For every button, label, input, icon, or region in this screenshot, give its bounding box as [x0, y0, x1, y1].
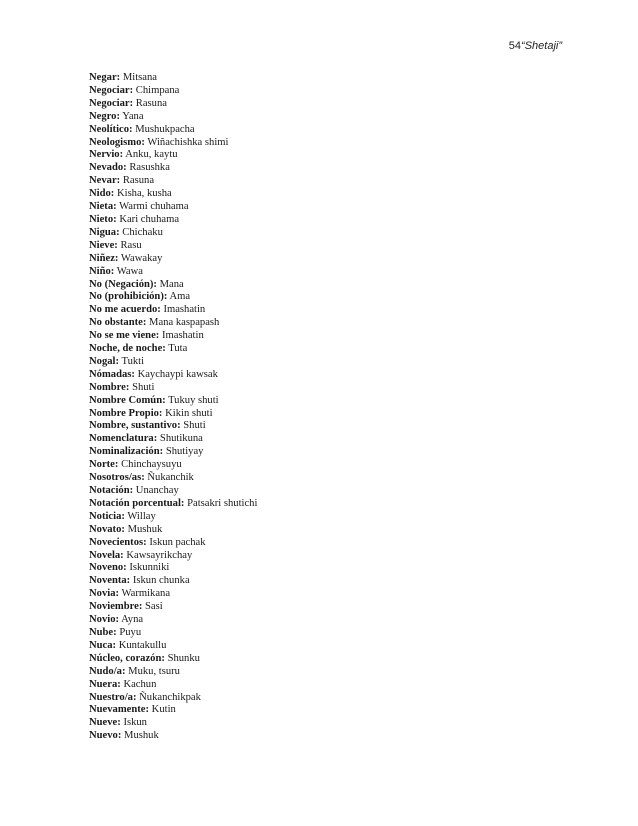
- entry-translation: Anku, kaytu: [125, 149, 178, 161]
- entry-translation: Chimpana: [135, 84, 180, 96]
- dictionary-entry: [89, 356, 569, 369]
- dictionary-entry: [89, 511, 569, 524]
- entry-translation: Mana kaspapash: [149, 317, 220, 329]
- entry-term: Nieta:: [89, 201, 117, 213]
- entry-term: Novio:: [89, 614, 120, 626]
- dictionary-entry: [89, 666, 569, 679]
- entry-translation: Tuta: [168, 343, 188, 355]
- dictionary-entry: [89, 524, 569, 537]
- entry-term: Novia:: [89, 588, 120, 600]
- entry-translation: Kawsayrikchay: [126, 549, 193, 561]
- dictionary-entry: [89, 588, 569, 601]
- dictionary-entry: [89, 679, 569, 692]
- entry-term: Niñez:: [89, 252, 119, 264]
- entry-term: Nieve:: [89, 239, 118, 251]
- entry-translation: Ñukanchik: [147, 472, 194, 484]
- entry-translation: Wawakay: [120, 252, 163, 264]
- entry-translation: Ama: [169, 291, 191, 303]
- entry-term: Nevado:: [89, 162, 127, 174]
- dictionary-entry: [89, 98, 569, 111]
- entry-translation: Kutin: [151, 704, 176, 716]
- dictionary-entry: [89, 537, 569, 550]
- dictionary-entry: [89, 85, 569, 98]
- entry-term: Nuca:: [89, 639, 117, 651]
- entry-translation: Mushuk: [127, 523, 163, 535]
- entry-translation: Wawa: [116, 265, 143, 277]
- dictionary-entry: [89, 730, 569, 743]
- entry-translation: Kari chuhama: [119, 213, 180, 225]
- entry-term: No (Negación):: [89, 278, 157, 290]
- entry-term: Negociar:: [89, 97, 134, 109]
- entry-translation: Puyu: [119, 626, 142, 638]
- entry-term: Norte:: [89, 459, 119, 471]
- entry-translation: Mitsana: [122, 72, 157, 83]
- entry-term: Nevar:: [89, 175, 121, 187]
- entry-term: Notación:: [89, 485, 134, 496]
- dictionary-entry: [89, 240, 569, 253]
- dictionary-entry: [89, 266, 569, 279]
- dictionary-entry: [89, 692, 569, 705]
- entry-translation: Kachun: [123, 678, 157, 690]
- entry-term: Negar:: [89, 72, 121, 83]
- dictionary-entry: [89, 498, 569, 511]
- dictionary-entry: [89, 550, 569, 563]
- entry-term: Nogal:: [89, 355, 120, 367]
- dictionary-entry: [89, 704, 569, 717]
- entry-term: Nosotros/as:: [89, 472, 145, 484]
- entry-translation: Iskunniki: [129, 562, 170, 574]
- entry-translation: Imashatin: [161, 330, 204, 342]
- entry-term: No obstante:: [89, 317, 147, 329]
- dictionary-entry: [89, 627, 569, 640]
- entry-translation: Yana: [122, 110, 144, 122]
- entry-translation: Tukuy shuti: [168, 394, 219, 406]
- dictionary-entry: [89, 162, 569, 175]
- entry-term: No (prohibición):: [89, 291, 168, 303]
- dictionary-entry: [89, 653, 569, 666]
- dictionary-entries: [89, 72, 569, 743]
- entry-translation: Tukti: [121, 355, 145, 367]
- entry-term: Nervio:: [89, 149, 124, 161]
- entry-translation: Imashatin: [163, 304, 206, 316]
- page-header: [509, 40, 562, 52]
- dictionary-entry: [89, 717, 569, 730]
- dictionary-entry: [89, 408, 569, 421]
- entry-term: No me acuerdo:: [89, 304, 161, 316]
- entry-term: Nominalización:: [89, 446, 164, 458]
- entry-term: Nomenclatura:: [89, 433, 158, 445]
- entry-translation: Chichaku: [122, 226, 163, 238]
- entry-translation: Rasuna: [135, 97, 167, 109]
- entry-translation: Mushukpacha: [135, 123, 195, 135]
- entry-term: Núcleo, corazón:: [89, 652, 165, 664]
- entry-translation: Warmi chuhama: [119, 201, 189, 213]
- entry-term: Nuevo:: [89, 730, 122, 742]
- entry-translation: Shuti: [183, 420, 206, 432]
- dictionary-entry: [89, 459, 569, 472]
- entry-term: Nombre Común:: [89, 394, 166, 406]
- dictionary-entry: [89, 395, 569, 408]
- entry-translation: Shutiyay: [165, 446, 204, 458]
- entry-translation: Iskun chunka: [132, 575, 190, 587]
- entry-term: Nuestro/a:: [89, 691, 137, 703]
- dictionary-entry: [89, 369, 569, 382]
- entry-term: Nuevamente:: [89, 704, 150, 716]
- entry-translation: Ayna: [121, 614, 144, 626]
- entry-translation: Muku, tsuru: [128, 665, 180, 677]
- dictionary-entry: [89, 111, 569, 124]
- entry-translation: Kikin shuti: [165, 407, 213, 419]
- dictionary-entry: [89, 72, 569, 85]
- entry-term: Novato:: [89, 523, 125, 535]
- entry-translation: Unanchay: [135, 485, 179, 496]
- entry-term: Nueve:: [89, 717, 121, 729]
- entry-term: Noche, de noche:: [89, 343, 166, 355]
- entry-term: Negro:: [89, 110, 120, 122]
- dictionary-entry: [89, 382, 569, 395]
- page-header-title: “Shetaji”: [521, 40, 562, 52]
- dictionary-entry: [89, 291, 569, 304]
- entry-translation: Sasi: [145, 601, 163, 613]
- entry-term: Nuera:: [89, 678, 121, 690]
- entry-term: Nube:: [89, 626, 117, 638]
- dictionary-entry: [89, 188, 569, 201]
- entry-term: Nómadas:: [89, 368, 135, 380]
- entry-term: Nudo/a:: [89, 665, 126, 677]
- entry-translation: Ñukanchikpak: [139, 691, 201, 703]
- dictionary-entry: [89, 575, 569, 588]
- entry-term: Nombre Propio:: [89, 407, 163, 419]
- entry-term: Neologismo:: [89, 136, 145, 148]
- dictionary-entry: [89, 472, 569, 485]
- dictionary-entry: [89, 227, 569, 240]
- entry-term: Noventa:: [89, 575, 131, 587]
- entry-translation: Shuti: [132, 381, 155, 393]
- entry-term: Nombre:: [89, 381, 130, 393]
- entry-translation: Iskun pachak: [149, 536, 206, 548]
- dictionary-entry: [89, 124, 569, 137]
- dictionary-entry: [89, 640, 569, 653]
- entry-translation: Iskun: [123, 717, 147, 729]
- entry-term: No se me viene:: [89, 330, 160, 342]
- entry-term: Nieto:: [89, 213, 117, 225]
- dictionary-entry: [89, 433, 569, 446]
- entry-translation: Mana: [159, 278, 184, 290]
- dictionary-entry: [89, 485, 569, 498]
- entry-term: Nigua:: [89, 226, 120, 238]
- dictionary-entry: [89, 562, 569, 575]
- dictionary-entry: [89, 304, 569, 317]
- entry-translation: Shutikuna: [159, 433, 203, 445]
- entry-translation: Kaychaypi kawsak: [137, 368, 218, 380]
- dictionary-entry: [89, 317, 569, 330]
- entry-term: Nido:: [89, 188, 115, 200]
- dictionary-entry: [89, 175, 569, 188]
- dictionary-entry: [89, 601, 569, 614]
- dictionary-entry: [89, 614, 569, 627]
- dictionary-entry: [89, 330, 569, 343]
- dictionary-entry: [89, 343, 569, 356]
- entry-translation: Wiñachishka shimi: [147, 136, 229, 148]
- entry-term: Negociar:: [89, 84, 134, 96]
- entry-term: Noviembre:: [89, 601, 143, 613]
- dictionary-entry: [89, 137, 569, 150]
- page-number: 54: [508, 40, 522, 52]
- dictionary-entry: [89, 214, 569, 227]
- entry-translation: Rasu: [120, 239, 142, 251]
- entry-translation: Patsakri shutichi: [187, 497, 258, 509]
- dictionary-entry: [89, 279, 569, 292]
- entry-translation: Rasuna: [122, 175, 155, 187]
- dictionary-entry: [89, 420, 569, 433]
- entry-translation: Rasushka: [129, 162, 170, 174]
- entry-translation: Chinchaysuyu: [121, 459, 182, 471]
- entry-translation: Willay: [127, 510, 156, 522]
- entry-term: Noveno:: [89, 562, 127, 574]
- entry-term: Nombre, sustantivo:: [89, 420, 181, 432]
- entry-translation: Shunku: [167, 652, 200, 664]
- entry-term: Niño:: [89, 265, 115, 277]
- dictionary-entry: [89, 201, 569, 214]
- dictionary-entry: [89, 446, 569, 459]
- entry-translation: Warmikana: [121, 588, 171, 600]
- entry-term: Novecientos:: [89, 536, 147, 548]
- entry-translation: Kisha, kusha: [116, 188, 172, 200]
- entry-term: Noticia:: [89, 510, 125, 522]
- dictionary-entry: [89, 149, 569, 162]
- entry-term: Notación porcentual:: [89, 497, 185, 509]
- entry-term: Neolítico:: [89, 123, 133, 135]
- entry-term: Novela:: [89, 549, 124, 561]
- entry-translation: Mushuk: [124, 730, 159, 742]
- dictionary-entry: [89, 253, 569, 266]
- entry-translation: Kuntakullu: [118, 639, 167, 651]
